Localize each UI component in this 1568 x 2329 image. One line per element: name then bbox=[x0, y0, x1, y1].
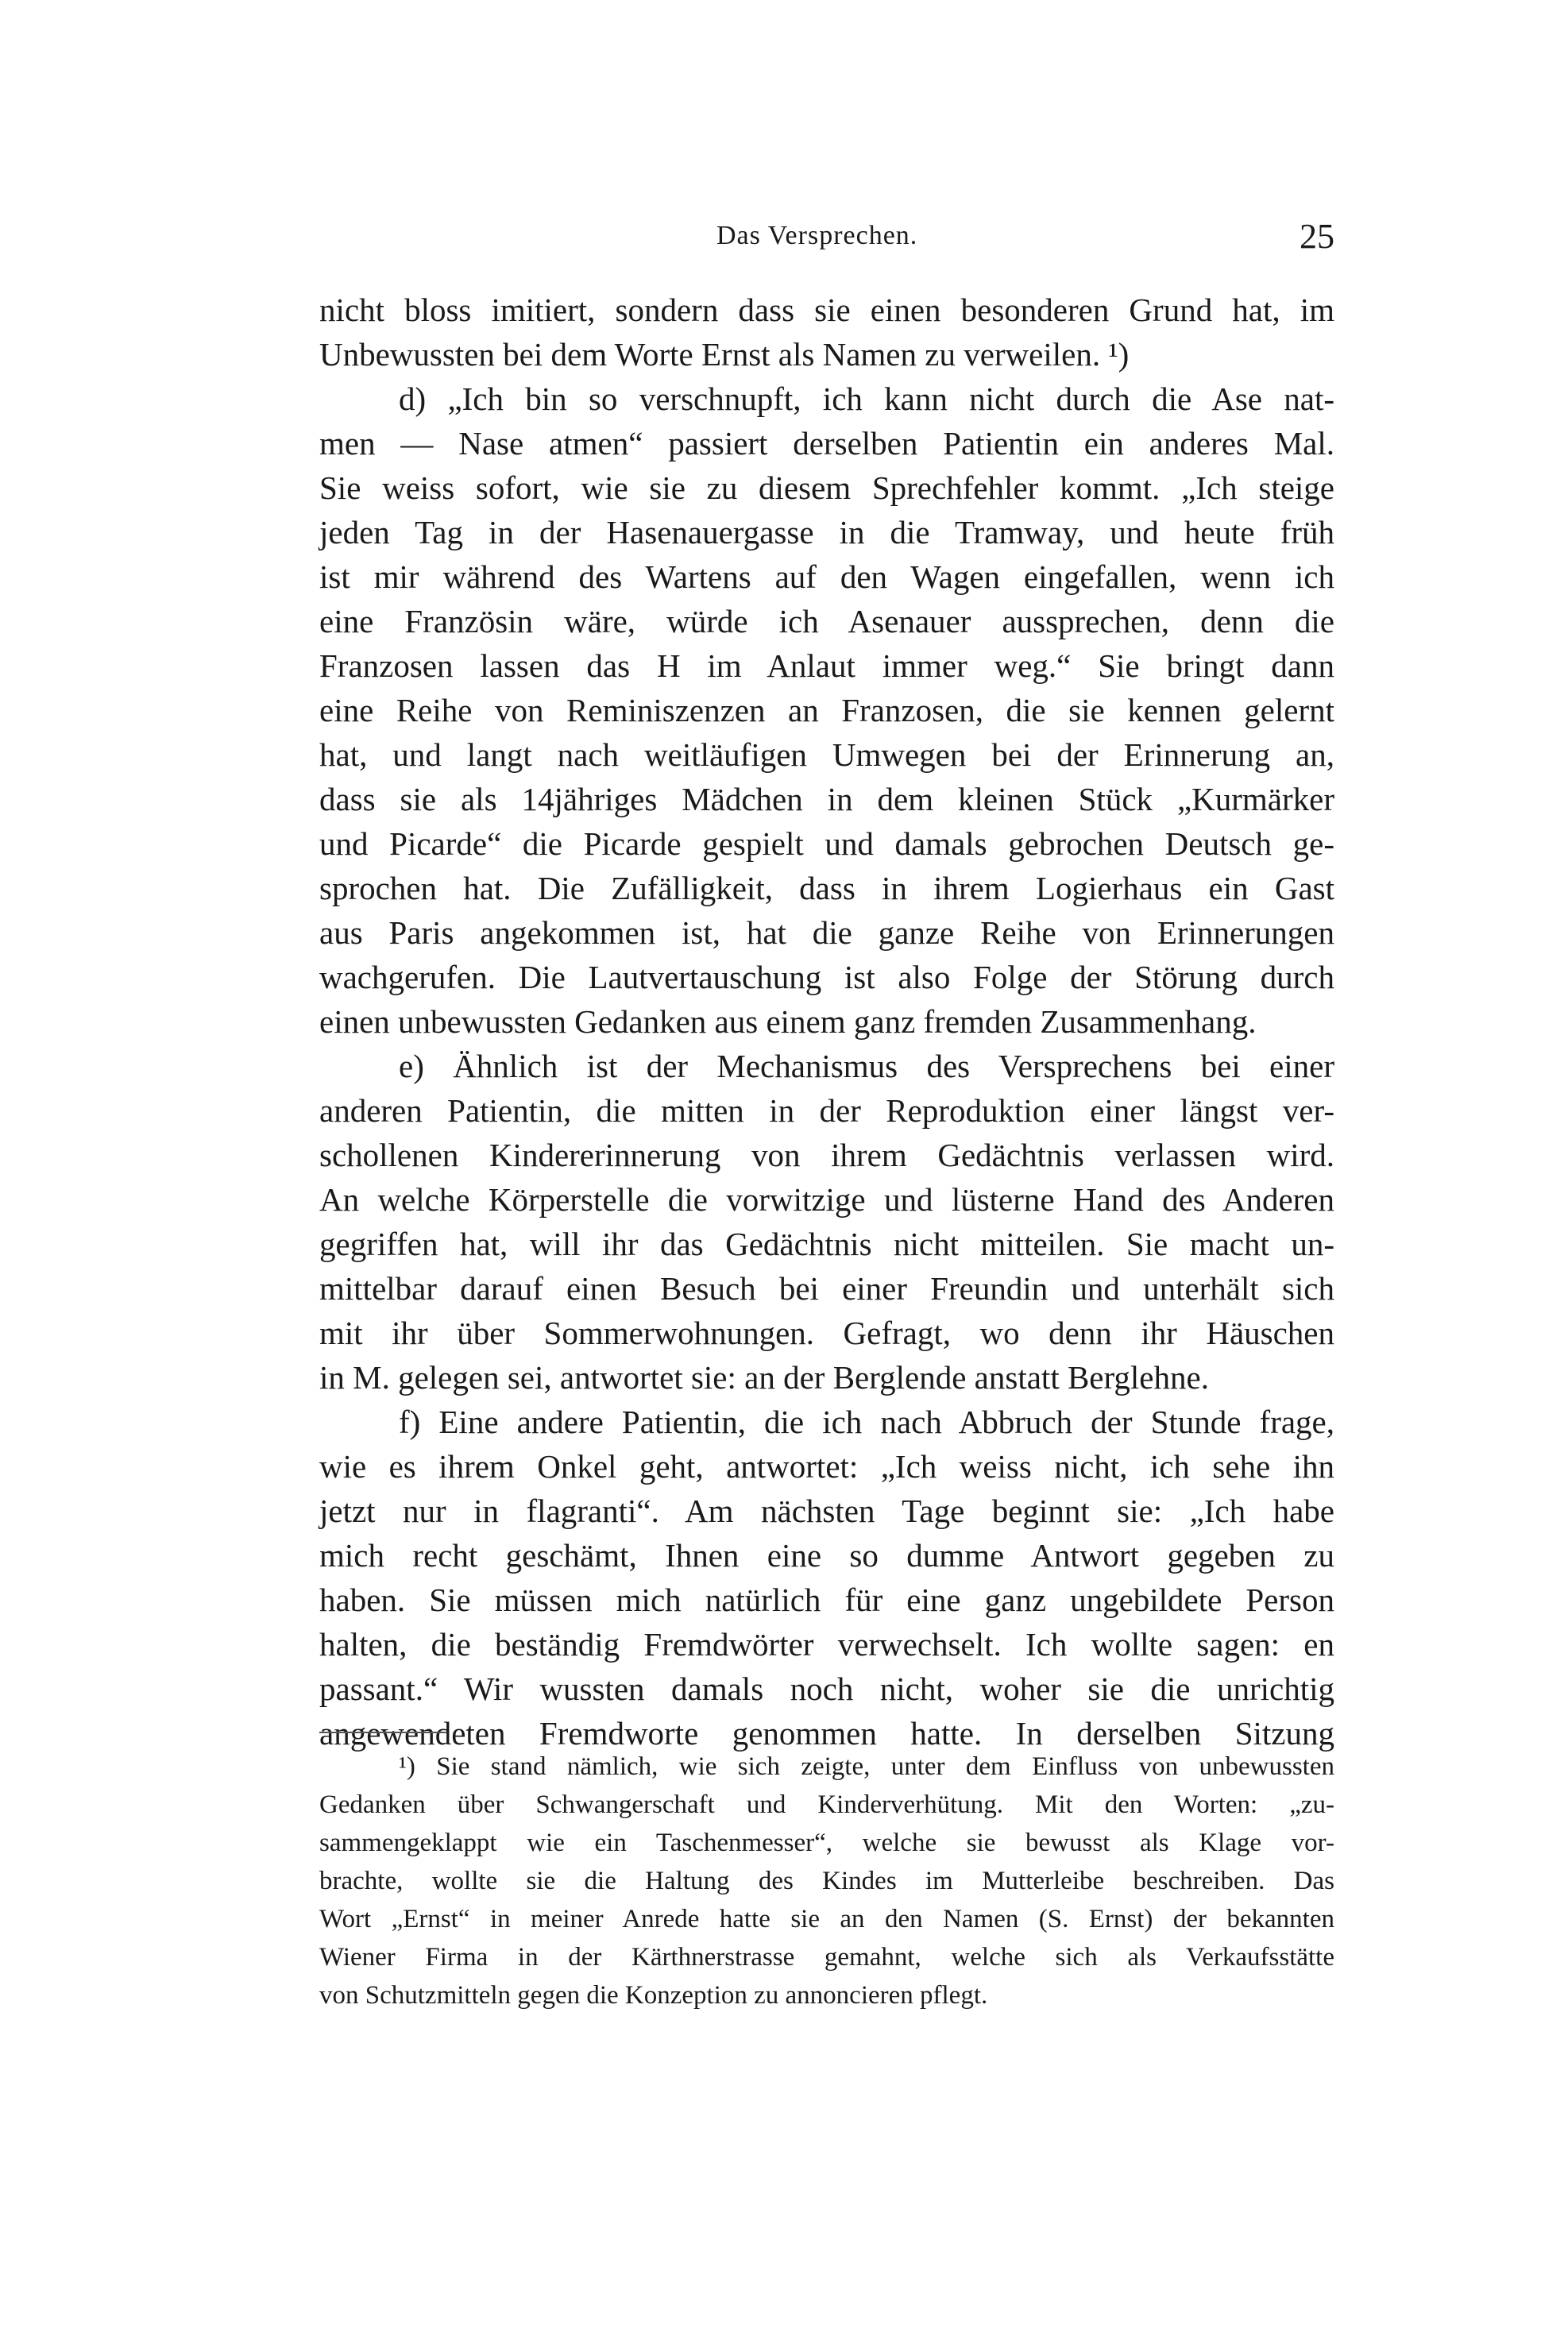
text-line: in M. gelegen sei, antwortet sie: an der Berglende anstatt Berglehne. bbox=[319, 1359, 1209, 1396]
footnote-divider bbox=[319, 1732, 446, 1733]
text-line: wie es ihrem Onkel geht, antwortet: „Ich weiss nicht, ich sehe ihn bbox=[319, 1448, 1334, 1485]
footnote-line: sammengeklappt wie ein Taschenmesser“, welche sie bewusst als Klage vor- bbox=[319, 1829, 1334, 1857]
footnote-line: Wiener Firma in der Kärthnerstrasse gemahnt, welche sich als Verkaufsstätte bbox=[319, 1943, 1334, 1972]
text-line: hat, und langt nach weitläufigen Umwegen bei der Erinnerung an, bbox=[319, 736, 1334, 773]
text-line: wachgerufen. Die Lautvertauschung ist also Folge der Störung durch bbox=[319, 959, 1334, 995]
text-line: angewendeten Fremdworte genommen hatte. In derselben Sitzung bbox=[319, 1715, 1334, 1752]
page-number: 25 bbox=[1300, 217, 1334, 256]
text-line: Franzosen lassen das H im Anlaut immer weg.“ Sie bringt dann bbox=[319, 647, 1334, 684]
text-line: sprochen hat. Die Zufälligkeit, dass in ihrem Logierhaus ein Gast bbox=[319, 870, 1334, 906]
running-header bbox=[319, 216, 1334, 264]
text-line: halten, die beständig Fremdwörter verwechselt. Ich wollte sagen: en bbox=[319, 1626, 1334, 1663]
text-line: nicht bloss imitiert, sondern dass sie einen besonderen Grund hat, im bbox=[319, 292, 1334, 328]
text-line: haben. Sie müssen mich natürlich für eine ganz ungebildete Person bbox=[319, 1582, 1334, 1618]
running-title: Das Versprechen. bbox=[716, 221, 918, 250]
text-line: schollenen Kindererinnerung von ihrem Gedächtnis verlassen wird. bbox=[319, 1137, 1334, 1173]
text-line: An welche Körperstelle die vorwitzige und lüsterne Hand des Anderen bbox=[319, 1181, 1334, 1218]
text-line: f) Eine andere Patientin, die ich nach Abbruch der Stunde frage, bbox=[399, 1404, 1334, 1440]
text-line: eine Reihe von Reminiszenzen an Franzosen, die sie kennen gelernt bbox=[319, 692, 1334, 728]
text-line: eine Französin wäre, würde ich Asenauer aussprechen, denn die bbox=[319, 603, 1334, 639]
footnote-line: Wort „Ernst“ in meiner Anrede hatte sie an den Namen (S. Ernst) der bekannten bbox=[319, 1905, 1334, 1933]
text-line: d) „Ich bin so verschnupft, ich kann nicht durch die Ase nat- bbox=[399, 380, 1334, 417]
text-line: einen unbewussten Gedanken aus einem ganz fremden Zusammenhang. bbox=[319, 1003, 1257, 1040]
footnote-line: ¹) Sie stand nämlich, wie sich zeigte, unter dem Einfluss von unbewussten bbox=[399, 1752, 1334, 1781]
body-text bbox=[319, 288, 1334, 1755]
text-line: gegriffen hat, will ihr das Gedächtnis nicht mitteilen. Sie macht un- bbox=[319, 1226, 1334, 1262]
text-line: mit ihr über Sommerwohnungen. Gefragt, wo denn ihr Häuschen bbox=[319, 1315, 1334, 1351]
text-line: mich recht geschämt, Ihnen eine so dumme Antwort gegeben zu bbox=[319, 1537, 1334, 1574]
text-line: mittelbar darauf einen Besuch bei einer Freundin und unterhält sich bbox=[319, 1270, 1334, 1307]
text-line: anderen Patientin, die mitten in der Reproduktion einer längst ver- bbox=[319, 1092, 1334, 1129]
text-line: und Picarde“ die Picarde gespielt und damals gebrochen Deutsch ge- bbox=[319, 825, 1334, 862]
text-line: e) Ähnlich ist der Mechanismus des Versprechens bei einer bbox=[399, 1048, 1334, 1084]
text-line: ist mir während des Wartens auf den Wagen eingefallen, wenn ich bbox=[319, 558, 1334, 595]
text-line: aus Paris angekommen ist, hat die ganze Reihe von Erinnerungen bbox=[319, 914, 1334, 951]
text-line: Unbewussten bei dem Worte Ernst als Namen zu verweilen. ¹) bbox=[319, 336, 1130, 373]
text-line: dass sie als 14jähriges Mädchen in dem kleinen Stück „Kurmärker bbox=[319, 781, 1334, 817]
text-line: jetzt nur in flagranti“. Am nächsten Tage beginnt sie: „Ich habe bbox=[319, 1493, 1334, 1529]
text-line: jeden Tag in der Hasenauergasse in die Tramway, und heute früh bbox=[319, 514, 1334, 550]
text-line: men — Nase atmen“ passiert derselben Patientin ein anderes Mal. bbox=[319, 425, 1334, 462]
text-line: Sie weiss sofort, wie sie zu diesem Sprechfehler kommt. „Ich steige bbox=[319, 469, 1334, 506]
footnote-line: brachte, wollte sie die Haltung des Kindes im Mutterleibe beschreiben. Das bbox=[319, 1867, 1334, 1895]
footnote-line: von Schutzmitteln gegen die Konzeption zu annoncieren pflegt. bbox=[319, 1981, 988, 2010]
footnote bbox=[319, 1748, 1334, 2014]
text-line: passant.“ Wir wussten damals noch nicht, woher sie die unrichtig bbox=[319, 1670, 1334, 1707]
footnote-line: Gedanken über Schwangerschaft und Kinderverhütung. Mit den Worten: „zu- bbox=[319, 1790, 1334, 1819]
